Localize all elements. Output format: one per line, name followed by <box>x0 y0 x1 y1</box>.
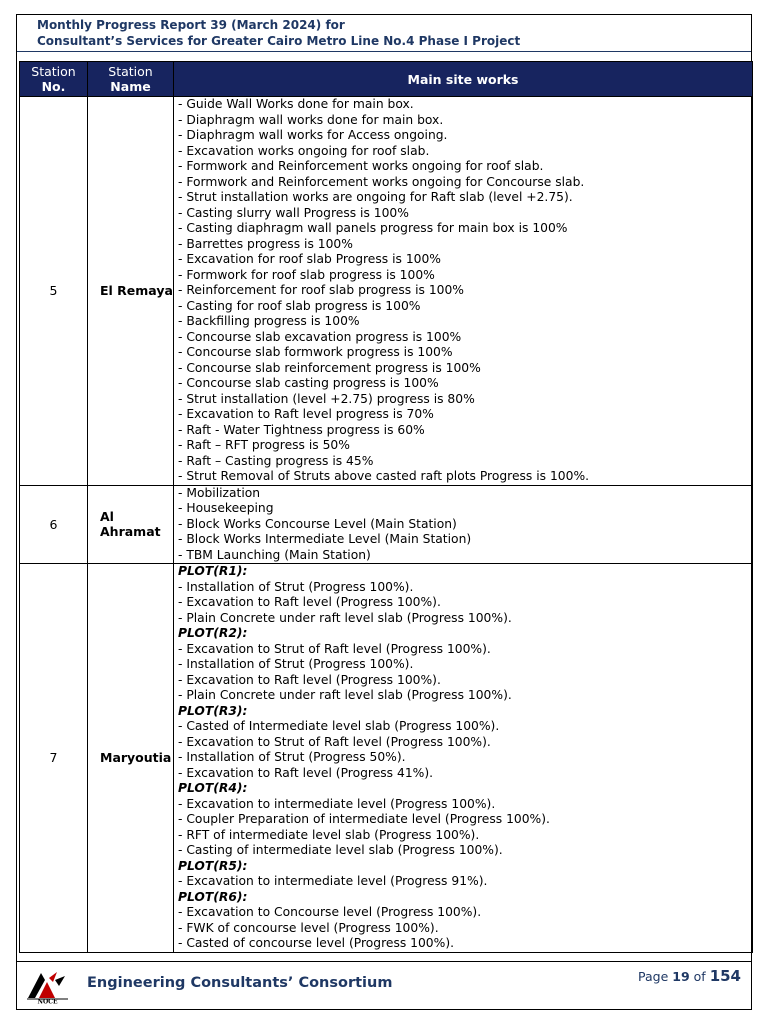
footer-divider <box>17 961 751 962</box>
list-item: - Plain Concrete under raft level slab (Progress 100%). <box>178 610 512 625</box>
list-item: - Excavation to intermediate level (Progress 91%). <box>178 874 488 888</box>
list-item: - TBM Launching (Main Station) <box>178 547 371 562</box>
list-item: - Casting diaphragm wall panels progress for main box is 100% <box>178 221 568 235</box>
table-row <box>20 564 753 953</box>
list-item: - Casted of concourse level (Progress 100%). <box>178 936 455 950</box>
list-item: - Installation of Strut (Progress 100%). <box>178 579 414 594</box>
list-item: - Casted of Intermediate level slab (Progress 100%). <box>178 719 500 733</box>
plot-heading: PLOT(R3): <box>178 703 248 718</box>
list-item: - Installation of Strut (Progress 100%). <box>178 657 414 671</box>
list-item: - Excavation to Raft level (Progress 100%). <box>178 672 441 687</box>
page-label: Page <box>638 969 669 984</box>
plot-heading: PLOT(R4): <box>178 781 248 795</box>
list-item: - Strut Removal of Struts above casted raft plots Progress is 100%. <box>178 469 590 483</box>
list-item: - Concourse slab excavation progress is 100% <box>178 329 462 344</box>
page-footer <box>17 961 751 1011</box>
column-header-station-name <box>88 62 174 97</box>
list-item: - Raft – RFT progress is 50% <box>178 438 350 452</box>
list-item: - Excavation to Strut of Raft level (Progress 100%). <box>178 641 491 656</box>
station-name <box>88 485 174 564</box>
plot-heading: PLOT(R5): <box>178 858 248 873</box>
table-row <box>20 97 753 486</box>
column-header-station-name-line-2: Name <box>110 79 151 94</box>
column-header-main-site-works: Main site works <box>174 62 753 97</box>
page-of-label: of <box>693 969 706 984</box>
site-works-list <box>174 97 753 486</box>
plot-heading: PLOT(R1): <box>178 564 248 578</box>
report-title <box>37 18 520 49</box>
list-item: - Block Works Intermediate Level (Main Station) <box>178 532 472 546</box>
station-name-line-2: Ahramat <box>100 524 161 540</box>
page-number <box>638 967 741 985</box>
list-item: - Casting slurry wall Progress is 100% <box>178 205 409 220</box>
report-title-line-1: Monthly Progress Report 39 (March 2024) for <box>37 18 345 32</box>
list-item: - Excavation to Concourse level (Progress 100%). <box>178 905 482 919</box>
column-header-station-no <box>20 62 88 97</box>
list-item: - Strut installation works are ongoing for Raft slab (level +2.75). <box>178 190 573 204</box>
list-item: - Concourse slab reinforcement progress is 100% <box>178 360 481 375</box>
station-number: 7 <box>20 564 88 953</box>
column-header-station-no-line-2: No. <box>41 79 66 94</box>
list-item: - Coupler Preparation of intermediate level (Progress 100%). <box>178 812 550 826</box>
list-item: - Housekeeping <box>178 501 274 515</box>
list-item: - Block Works Concourse Level (Main Station) <box>178 516 457 531</box>
list-item: - Backfilling progress is 100% <box>178 314 360 328</box>
list-item: - Excavation to Raft level (Progress 41%). <box>178 765 434 780</box>
list-item: - Strut installation (level +2.75) progress is 80% <box>178 391 475 406</box>
list-item: - Excavation to intermediate level (Progress 100%). <box>178 796 496 811</box>
page-current: 19 <box>672 969 690 984</box>
list-item: - Raft - Water Tightness progress is 60% <box>178 422 425 437</box>
plot-heading: PLOT(R6): <box>178 889 248 904</box>
list-item: - FWK of concourse level (Progress 100%). <box>178 920 439 935</box>
list-item: - Concourse slab formwork progress is 100% <box>178 345 453 359</box>
report-header <box>17 15 751 52</box>
list-item: - Formwork for roof slab progress is 100% <box>178 267 435 282</box>
list-item: - Casting of intermediate level slab (Progress 100%). <box>178 843 503 857</box>
station-name: Maryoutia <box>88 564 174 953</box>
column-header-station-no-line-1: Station <box>31 64 76 79</box>
list-item: - Excavation to Strut of Raft level (Progress 100%). <box>178 734 491 749</box>
svg-text:NOCE: NOCE <box>37 998 58 1004</box>
station-name: El Remaya <box>88 97 174 486</box>
list-item: - RFT of intermediate level slab (Progress 100%). <box>178 827 480 842</box>
list-item: - Excavation for roof slab Progress is 100% <box>178 252 441 266</box>
list-item: - Diaphragm wall works for Access ongoing. <box>178 128 448 142</box>
station-number: 6 <box>20 485 88 564</box>
list-item: - Installation of Strut (Progress 50%). <box>178 750 406 764</box>
list-item: - Excavation to Raft level (Progress 100%). <box>178 595 441 609</box>
organization-name: Engineering Consultants’ Consortium <box>87 975 393 991</box>
list-item: - Excavation works ongoing for roof slab. <box>178 143 430 158</box>
list-item: - Barrettes progress is 100% <box>178 236 353 251</box>
list-item: - Diaphragm wall works done for main box. <box>178 112 444 127</box>
list-item: - Formwork and Reinforcement works ongoing for roof slab. <box>178 159 544 173</box>
page-frame <box>16 14 752 1010</box>
list-item: - Guide Wall Works done for main box. <box>178 97 414 111</box>
station-number: 5 <box>20 97 88 486</box>
list-item: - Reinforcement for roof slab progress is 100% <box>178 283 464 297</box>
column-header-station-name-line-1: Station <box>108 64 153 79</box>
consortium-logo-icon <box>25 968 70 1004</box>
list-item: - Plain Concrete under raft level slab (Progress 100%). <box>178 688 512 702</box>
site-works-list <box>174 564 753 953</box>
station-name-line-1: Al <box>100 508 114 524</box>
list-item: - Mobilization <box>178 485 261 500</box>
list-item: - Raft – Casting progress is 45% <box>178 453 374 468</box>
site-works-table <box>19 61 753 953</box>
site-works-list <box>174 485 753 564</box>
list-item: - Casting for roof slab progress is 100% <box>178 298 421 313</box>
list-item: - Concourse slab casting progress is 100% <box>178 376 439 390</box>
page-total: 154 <box>709 967 741 985</box>
report-title-line-2: Consultant’s Services for Greater Cairo Metro Line No.4 Phase I Project <box>37 33 521 48</box>
list-item: - Excavation to Raft level progress is 70% <box>178 407 434 421</box>
table-header-row <box>20 62 753 97</box>
list-item: - Formwork and Reinforcement works ongoing for Concourse slab. <box>178 174 585 189</box>
table-row <box>20 485 753 564</box>
plot-heading: PLOT(R2): <box>178 626 248 640</box>
